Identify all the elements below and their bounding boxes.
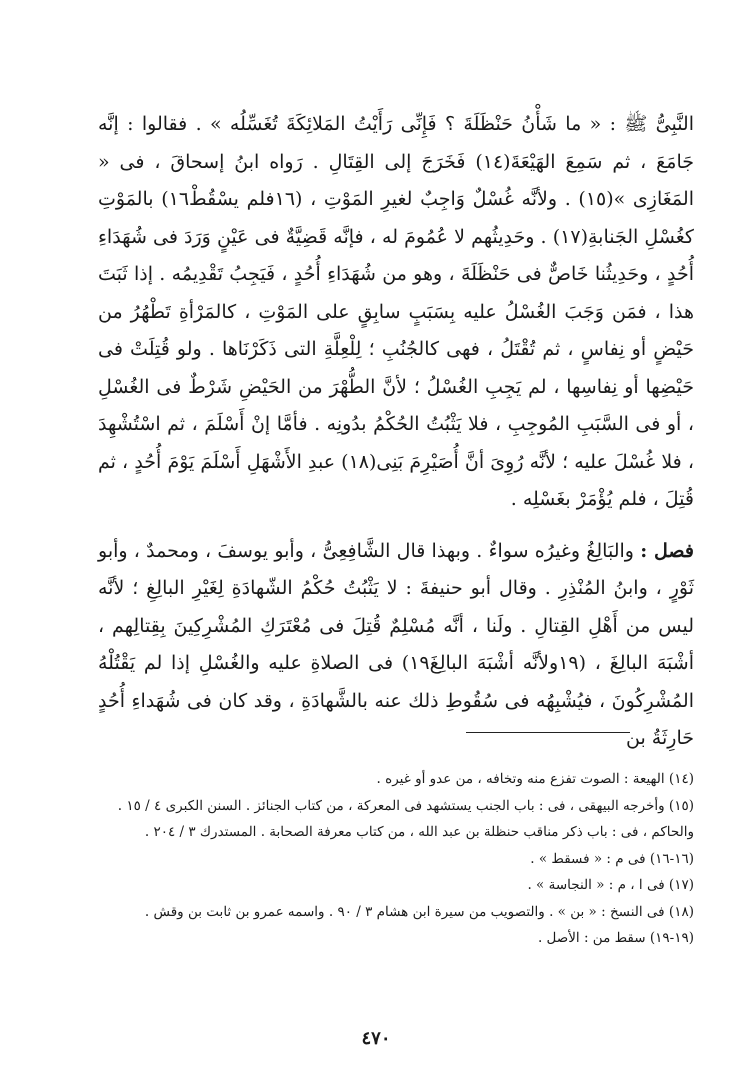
footnote: (١٤) الهيعة : الصوت تفزع منه وتخافه ، من عدو أو غيره . bbox=[376, 771, 694, 787]
page-number: ٤٧٠ bbox=[361, 1028, 391, 1049]
footnote-divider bbox=[466, 732, 630, 733]
main-text bbox=[98, 106, 694, 758]
paragraph bbox=[98, 533, 694, 758]
paragraph: النَّبِىُّ ﷺ : « ما شَأْنُ حَنْظَلَةَ ؟ فَإِنِّى رَأَيْتُ المَلائِكَةَ تُغَسِّلُه » . فقالوا : إنَّه جَامَعَ ، ثم سَمِعَ الهَيْعَةَ(١٤) فَخَرَجَ إلى القِتَالِ . رَواه ابنُ إسحاقَ ، فى « المَغَازِى »(١٥) . ولأنَّه غُسْلٌ وَاجِبٌ لغيرِ المَوْتِ ، (١٦فلم يسْقُطْ١٦) بالمَوْتِ كغُسْلِ الجَنابةِ(١٧) . وحَدِيثُهم لا عُمُومَ له ، فإنَّه قَضِيَّةٌ فى عَيْنٍ وَرَدَ فى شُهَدَاءِ أُحُدٍ ، وحَدِيثُنا خَاصٌّ فى حَنْظَلَةَ ، وهو من شُهَدَاءِ أُحُدٍ ، فَيَجِبُ تَقْدِيمُه . إذا ثَبَتَ هذا ، فمَن وَجَبَ الغُسْلُ عليه بِسَبَبٍ سابِقٍ على المَوْتِ ، كالمَرْأةِ تَطْهُرُ من حَيْضٍ أو نِفاسٍ ، ثم تُقْتَلُ ، فهى كالجُنُبِ ؛ لِلْعِلَّةِ التى ذَكَرْنَاها . ولو قُتِلَتْ فى حَيْضِها أو نِفاسِها ، لم يَجِبِ الغُسْلُ ؛ لأنَّ الطُّهْرَ من الحَيْضِ شَرْطٌ فى الغُسْلِ ، أو فى السَّبَبِ المُوجِبِ ، فلا يَثْبُتُ الحُكْمُ بدُونِه . فأمَّا إنْ أَسْلَمَ ، ثم اسْتُشْهِدَ ، فلا غُسْلَ عليه ؛ لأنَّه رُوِىَ أنَّ أُصَيْرِمَ بَنِى(١٨) عبدِ الأَشْهَلِ أَسْلَمَ يَوْمَ أُحُدٍ ، ثم قُتِلَ ، فلم يُؤْمَرْ بغَسْلِه . bbox=[98, 113, 695, 510]
section-heading: فصل : bbox=[640, 539, 694, 562]
footnote: والحاكم ، فى : باب ذكر مناقب حنظلة بن عبد الله ، من كتاب معرفة الصحابة . المستدرك ٣ / ٢٠٤ . bbox=[144, 824, 694, 840]
footnote: (١٦-١٦) فى م : « فسقط » . bbox=[530, 850, 694, 867]
footnotes bbox=[98, 766, 694, 952]
footnote: (١٩-١٩) سقط من : الأصل . bbox=[537, 930, 694, 946]
paragraph-body: والبَالِغُ وغيرُه سواءٌ . وبهذا قال الشَّافِعِىُّ ، وأبو يوسفَ ، ومحمدٌ ، وأبو ثَوْرٍ ، وابنُ المُنْذِرِ . وقال أبو حنيفةَ : لا يَثْبُتُ حُكْمُ الشّهادَةِ لِغَيْرِ البالِغِ ؛ لأنَّه ليس من أَهْلِ القِتالِ . ولَنا ، أنَّه مُسْلِمٌ قُتِلَ فى مُعْتَرَكِ المُشْرِكِينَ بِقِتالِهم ، أشْبَهَ البالِغَ ، (١٩ولأنَّه أشْبَهَ البالِغَ١٩) فى الصلاةِ عليه والغُسْلِ إذا لم يَقْتُلْهُ المُشْرِكُونَ ، فيُشْبِهُه فى سُقُوطِ ذلك عنه بالشَّهادَةِ ، وقد كان فى شُهَداءِ أُحُدٍ حَارِثَةُ بن bbox=[98, 539, 694, 749]
footnote: (١٧) فى ا ، م : « النجاسة » . bbox=[527, 877, 694, 893]
footnote: (١٥) وأخرجه البيهقى ، فى : باب الجنب يستشهد فى المعركة ، من كتاب الجنائز . السنن الكبرى ٤ / ١٥ . bbox=[117, 797, 694, 814]
footnote: (١٨) فى النسخ : « بن » . والتصويب من سيرة ابن هشام ٣ / ٩٠ . واسمه عمرو بن ثابت بن وقش . bbox=[144, 903, 694, 920]
